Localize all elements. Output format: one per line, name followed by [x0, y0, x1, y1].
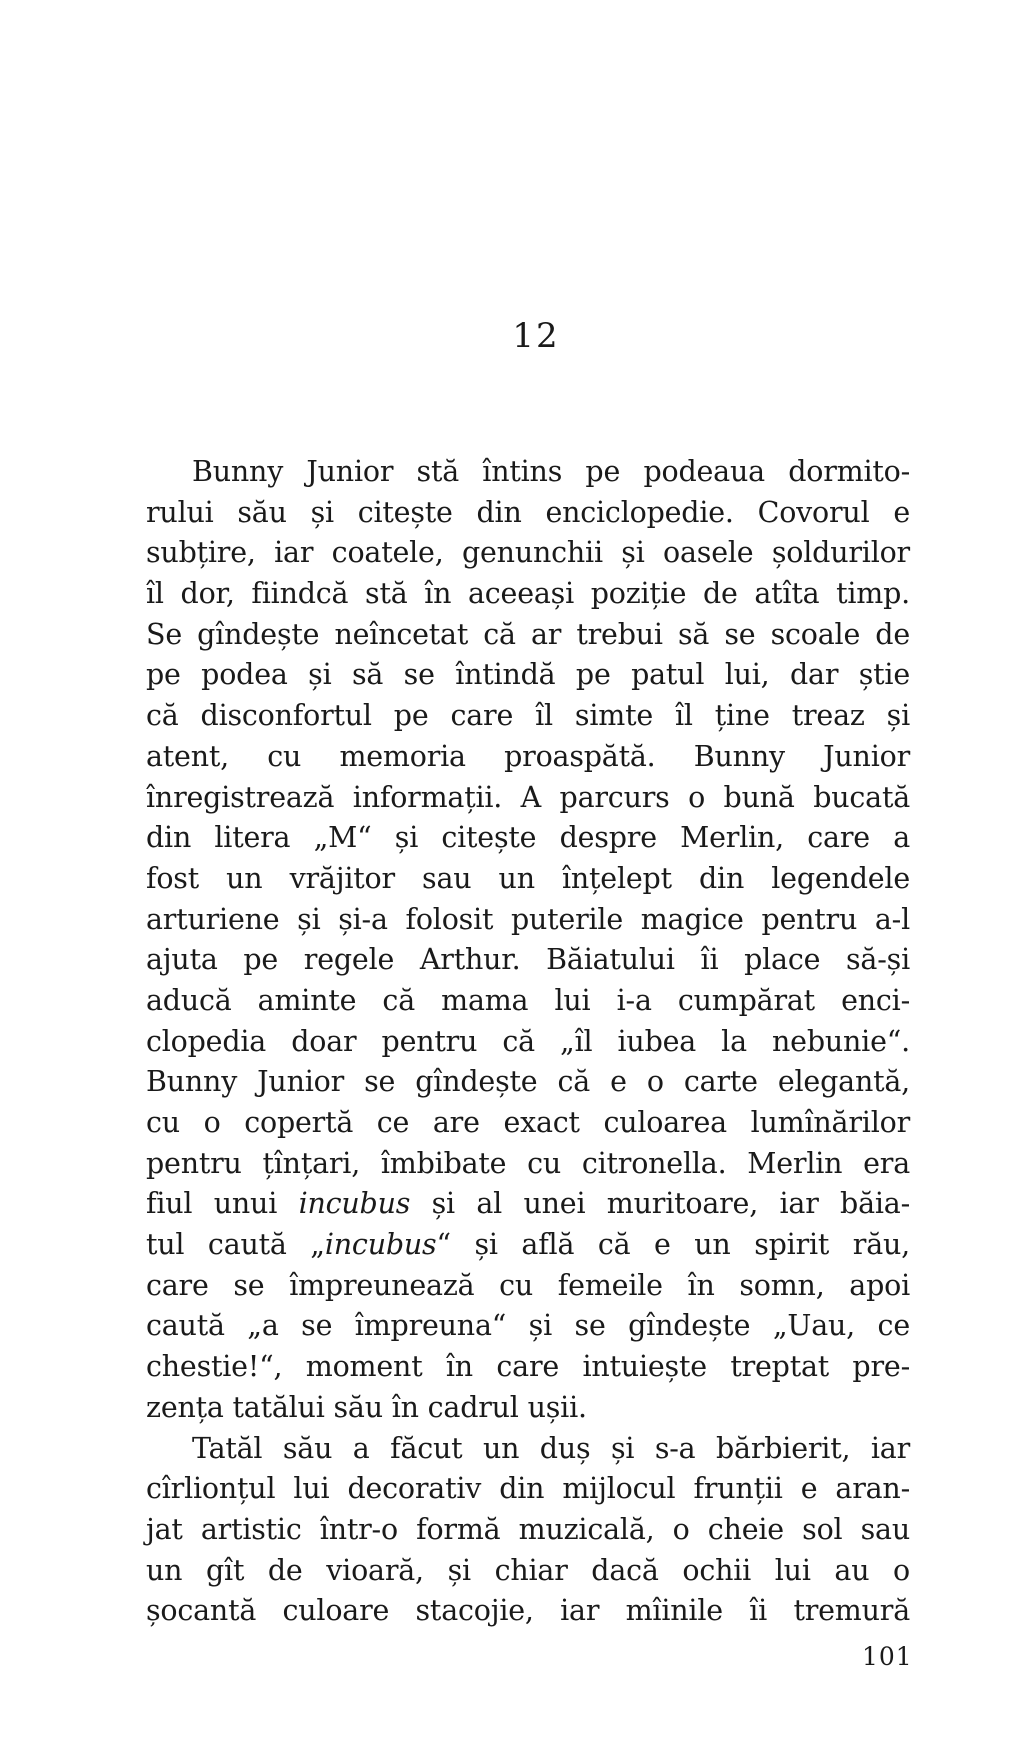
text-line: pe podea și să se întindă pe patul lui, dar știe [146, 658, 910, 692]
text-line: tul caută „incubus“ și află că e un spirit rău, [146, 1228, 911, 1262]
text-line: arturiene și și-a folosit puterile magice pentru a-l [146, 902, 910, 936]
text-line: pentru țînțari, îmbibate cu citronella. Merlin era [146, 1146, 910, 1180]
text-line: rului său și citește din enciclopedie. Covorul e [146, 495, 910, 529]
text-line: zența tatălui său în cadrul ușii. [146, 1390, 587, 1424]
text-line: fost un vrăjitor sau un înțelept din legendele [146, 861, 910, 895]
text-line: chestie!“, moment în care intuiește treptat pre- [146, 1350, 910, 1384]
text-line: înregistrează informații. A parcurs o bună bucată [146, 780, 910, 814]
text-line: îl dor, fiindcă stă în aceeași poziție de atîta timp. [146, 577, 910, 611]
paragraph-1 [146, 452, 910, 1429]
text-line: aducă aminte că mama lui i-a cumpărat enci- [146, 983, 910, 1017]
text-line: jat artistic într-o formă muzicală, o cheie sol sau [146, 1512, 910, 1546]
text-line: care se împreunează cu femeile în somn, apoi [146, 1268, 910, 1302]
text-line: Tatăl său a făcut un duș și s-a bărbierit, iar [192, 1431, 910, 1465]
page-number: 101 [862, 1642, 913, 1671]
paragraph-2 [146, 1429, 910, 1632]
text-line: fiul unui incubus și al unei muritoare, iar băia- [146, 1187, 911, 1221]
text-line: șocantă culoare stacojie, iar mîinile îi tremură [146, 1594, 910, 1628]
chapter-number: 12 [512, 316, 560, 356]
text-line: ajuta pe regele Arthur. Băiatului îi place să-și [146, 943, 910, 977]
text-line: cîrlionțul lui decorativ din mijlocul frunții e aran- [146, 1472, 910, 1506]
text-line: din litera „M“ și citește despre Merlin, care a [146, 821, 910, 855]
text-line: Se gîndește neîncetat că ar trebui să se scoale de [146, 617, 910, 651]
text-line: un gît de vioară, și chiar dacă ochii lui au o [146, 1553, 910, 1587]
text-line: Bunny Junior stă întins pe podeaua dormito- [192, 455, 910, 488]
text-line: subțire, iar coatele, genunchii și oasele șoldurilor [146, 536, 910, 570]
text-line: atent, cu memoria proaspătă. Bunny Junior [146, 739, 910, 773]
text-line: Bunny Junior se gîndește că e o carte elegantă, [146, 1065, 910, 1099]
text-line: că disconfortul pe care îl simte îl ține treaz și [146, 699, 910, 733]
text-line: caută „a se împreuna“ și se gîndește „Uau, ce [146, 1309, 910, 1343]
text-line: clopedia doar pentru că „îl iubea la nebunie“. [146, 1024, 910, 1058]
text-line: cu o copertă ce are exact culoarea lumînărilor [146, 1106, 910, 1139]
body-text [146, 452, 910, 1632]
